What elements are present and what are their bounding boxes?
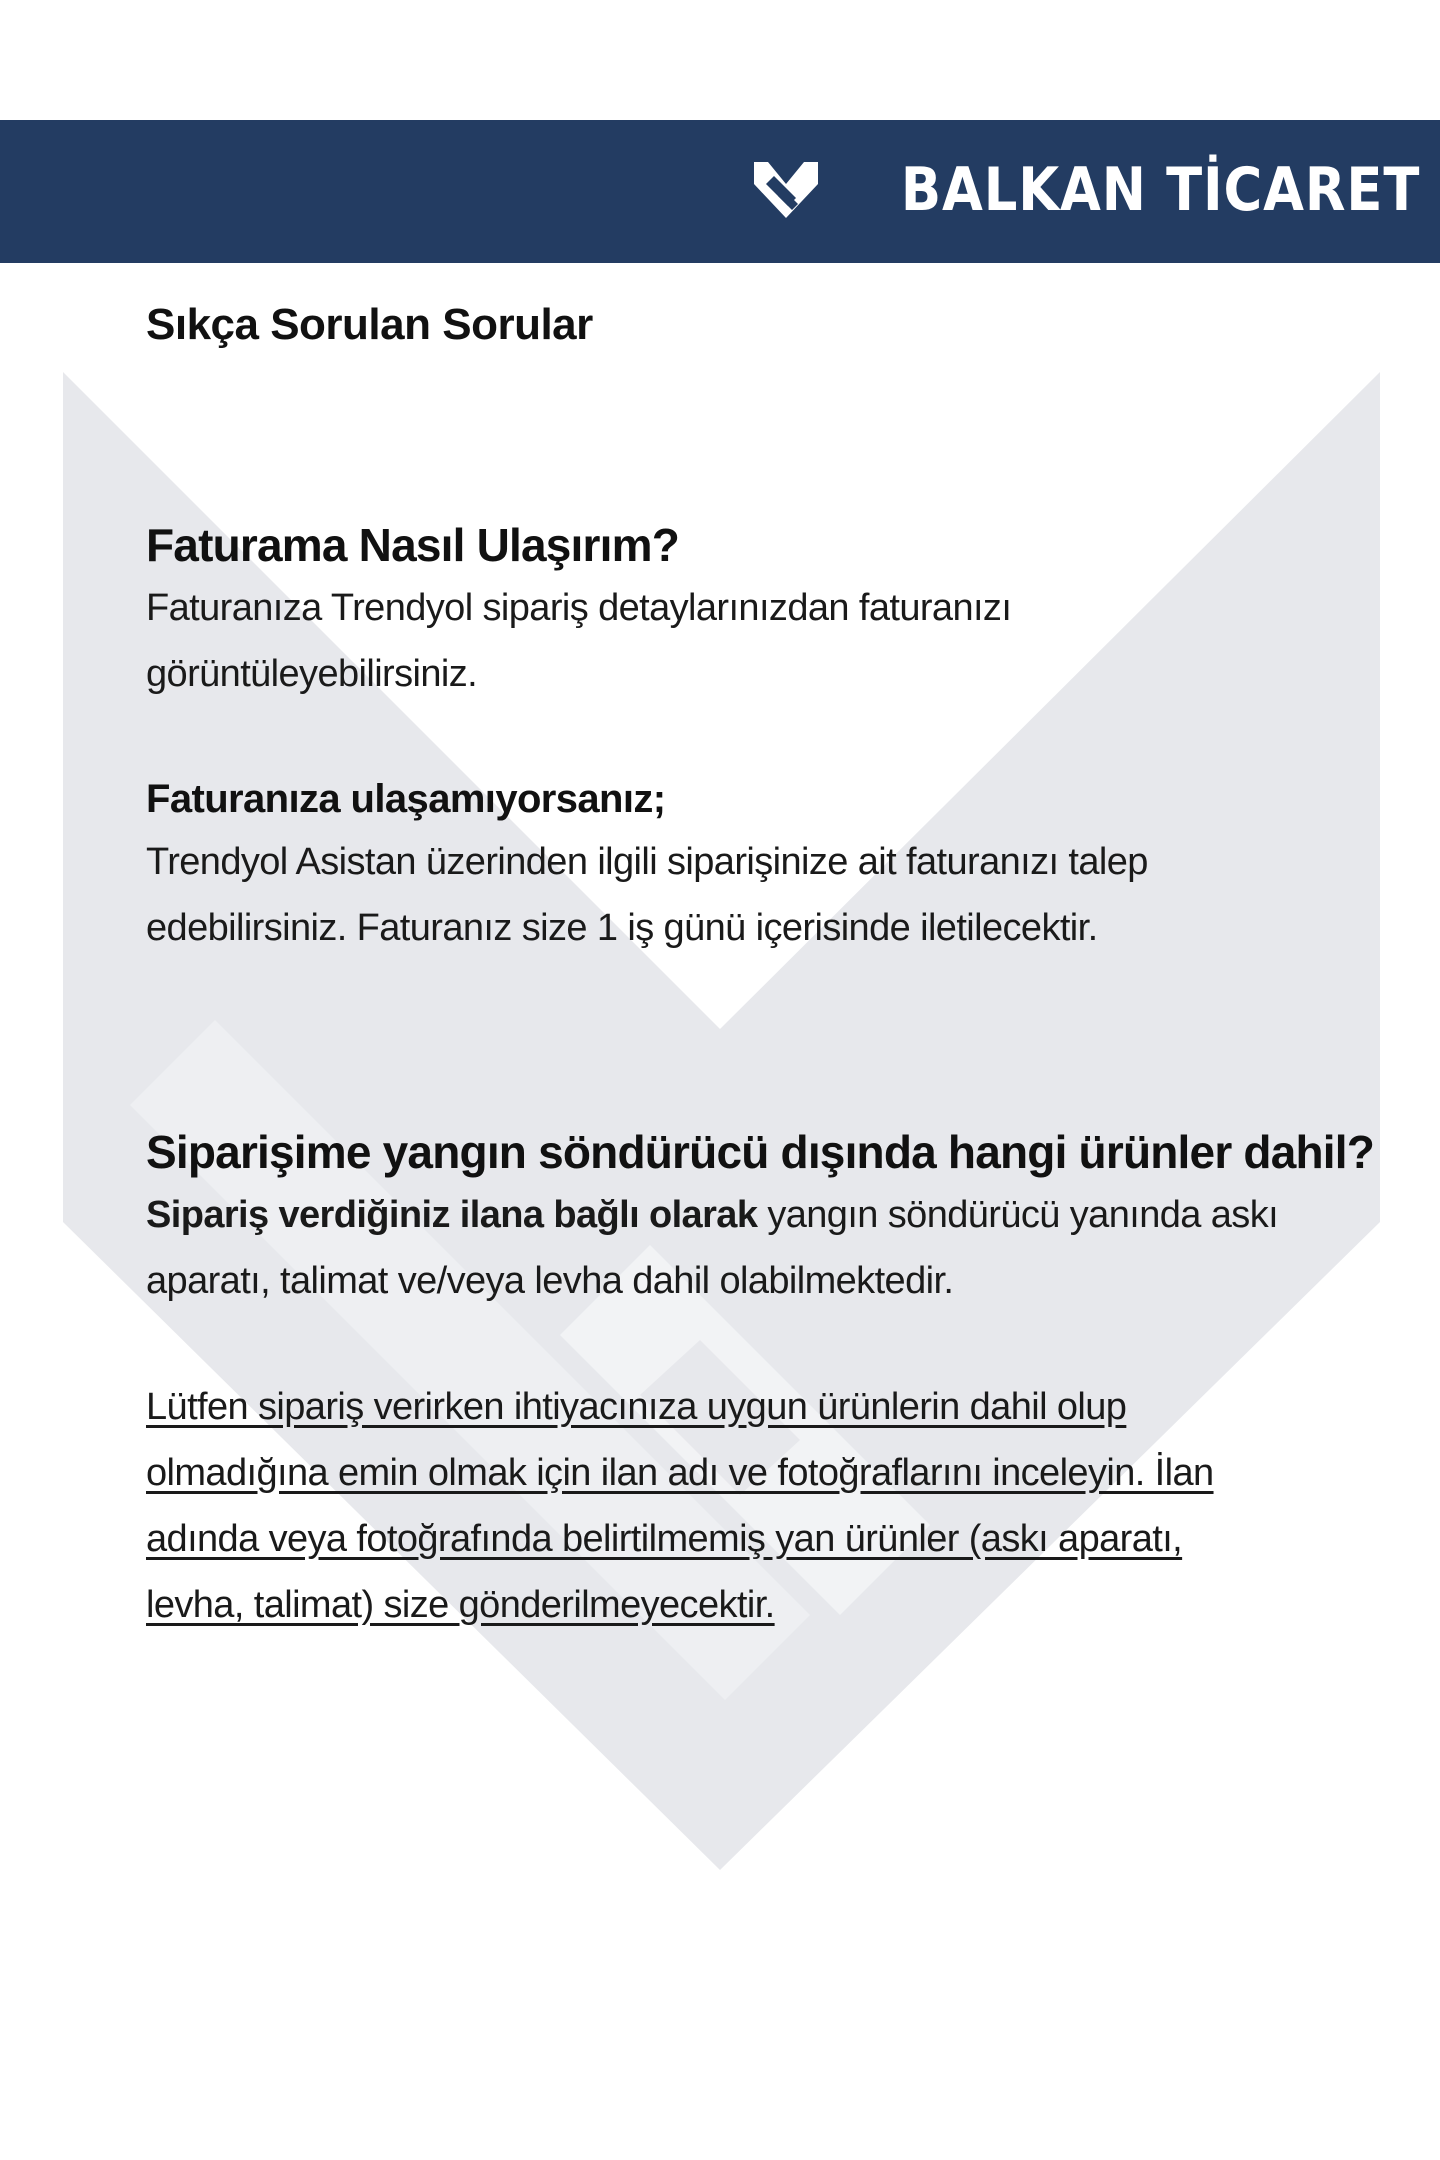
faq-answer-bold-lead: Sipariş verdiğiniz ilana bağlı olarak [146, 1194, 758, 1236]
faq-subheading: Faturanıza ulaşamıyorsanız; [146, 777, 666, 821]
faq-answer: Faturanıza Trendyol sipariş detaylarınızdan faturanızı görüntüleyebilirsiniz. [146, 587, 1012, 695]
faq-sub-answer: Trendyol Asistan üzerinden ilgili siparişinize ait faturanızı talep edebilirsiniz. Faturanız size 1 iş günü içerisinde iletilecektir. [146, 841, 1148, 949]
brand-name: BALKAN TİCARET [900, 155, 1420, 225]
faq-answer-rest: yangın söndürücü yanında askı aparatı, talimat ve/veya levha dahil olabilmektedir. [146, 1194, 1279, 1302]
faq-question: Siparişime yangın söndürücü dışında hangi ürünler dahil? [146, 1126, 1375, 1178]
faq-question: Faturama Nasıl Ulaşırım? [146, 519, 680, 571]
faq-item-invoice [146, 515, 1326, 961]
faq-answer [146, 1182, 1296, 1314]
brand-logo[interactable] [750, 150, 1420, 230]
balkan-ticaret-logo-icon [750, 154, 822, 226]
page-title: Sıkça Sorulan Sorular [146, 300, 593, 349]
faq-item-included-products [146, 1122, 1375, 1638]
header-bar [0, 120, 1440, 263]
faq-note: Lütfen sipariş verirken ihtiyacınıza uygun ürünlerin dahil olup olmadığına emin olmak için ilan adı ve fotoğraflarını inceleyin. İlan adında veya fotoğrafında belirtilmemiş yan ürünler (askı aparatı, levha, talimat) size gönderilmeyecektir. [146, 1386, 1214, 1626]
